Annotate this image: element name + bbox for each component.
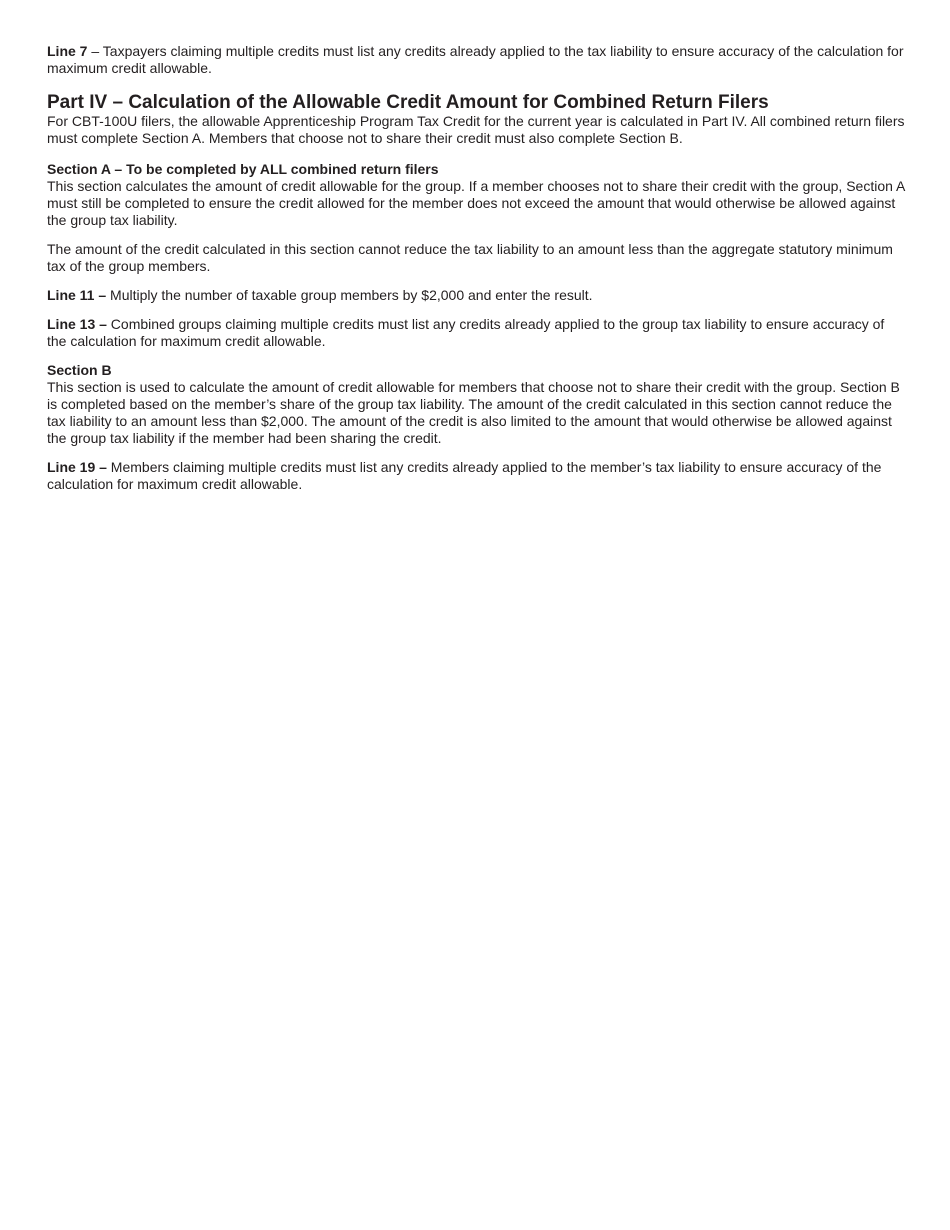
line-19-label: Line 19 –	[47, 459, 107, 475]
line-19-instruction	[47, 459, 907, 493]
instructions-page	[47, 43, 907, 505]
line-11-instruction	[47, 287, 907, 304]
line-13-text: Combined groups claiming multiple credits must list any credits already applied to the group tax liability to ensure accuracy of the calculation for maximum credit allowable.	[47, 316, 885, 349]
line-19-text: Members claiming multiple credits must list any credits already applied to the member’s tax liability to ensure accuracy of the calculation for maximum credit allowable.	[47, 459, 882, 492]
section-a-paragraph-2: The amount of the credit calculated in this section cannot reduce the tax liability to an amount less than the aggregate statutory minimum tax of the group members.	[47, 241, 893, 274]
section-b-heading: Section B	[47, 362, 112, 378]
line-13-label: Line 13 –	[47, 316, 107, 332]
line-13-instruction	[47, 316, 907, 350]
line-7-label: Line 7	[47, 43, 88, 59]
part-4-intro: For CBT-100U filers, the allowable Apprenticeship Program Tax Credit for the current year is calculated in Part IV. All combined return filers must complete Section A. Members that choose not to share their credit must also complete Section B.	[47, 113, 905, 146]
section-a-heading: Section A – To be completed by ALL combined return filers	[47, 161, 439, 177]
section-b-paragraph-1: This section is used to calculate the amount of credit allowable for members that choose not to share their credit with the group. Section B is completed based on the member’s share of the group tax liability. The amount of the credit calculated in this section cannot reduce the tax liability to an amount less than $2,000. The amount of the credit is also limited to the amount that would otherwise be allowed against the group tax liability if the member had been sharing the credit.	[47, 379, 900, 446]
line-11-label: Line 11 –	[47, 287, 107, 303]
section-a-paragraph-1: This section calculates the amount of credit allowable for the group. If a member chooses not to share their credit with the group, Section A must still be completed to ensure the credit allowed for the member does not exceed the amount that would otherwise be allowed against the group tax liability.	[47, 178, 905, 228]
part-4-heading: Part IV – Calculation of the Allowable Credit Amount for Combined Return Filers	[47, 92, 769, 113]
line-7-text: – Taxpayers claiming multiple credits must list any credits already applied to the tax liability to ensure accuracy of the calculation for maximum credit allowable.	[47, 43, 904, 76]
line-7-instruction	[47, 43, 907, 77]
line-11-text: Multiply the number of taxable group members by $2,000 and enter the result.	[106, 287, 593, 303]
